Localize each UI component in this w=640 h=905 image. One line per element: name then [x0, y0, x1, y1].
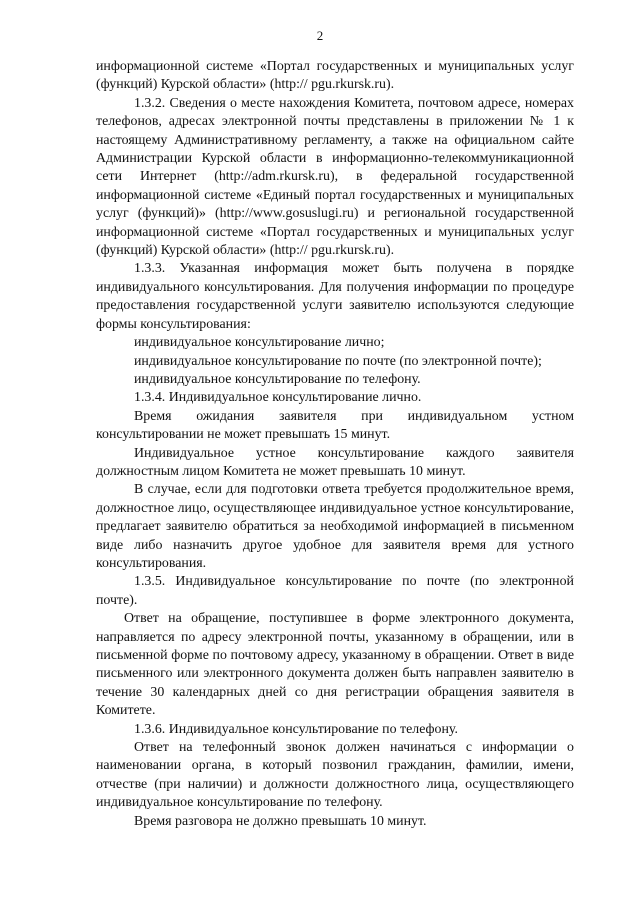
- list-item: индивидуальное консультирование лично;: [134, 335, 385, 351]
- paragraph: Время разговора не должно превышать 10 минут.: [134, 813, 427, 829]
- paragraph: В случае, если для подготовки ответа требуется продолжительное время, должностное лицо, осуществляющее индивидуальное устное консультирование, предлагает заявителю обратиться за необходимой информацией в письменном виде либо назначить другое удобное для заявителя время для устного консультирования.: [96, 482, 574, 571]
- paragraph: Ответ на обращение, поступившее в форме электронного документа, направляется по адресу электронной почты, указанному в обращении, или в письменной форме по почтовому адресу, указанному в обращении. Ответ в виде письменного или электронного документа должен быть направлен заявителю в течение 30 календарных дней со дня регистрации обращения заявителя в Комитете.: [96, 611, 574, 719]
- paragraph: Индивидуальное устное консультирование каждого заявителя должностным лицом Комитета не может превышать 10 минут.: [96, 445, 574, 479]
- list-item: индивидуальное консультирование по телефону.: [134, 371, 421, 387]
- page-number: 2: [316, 28, 324, 43]
- section-heading-1-3-5: 1.3.5. Индивидуальное консультирование по почте (по электронной почте).: [96, 574, 574, 608]
- paragraph: Ответ на телефонный звонок должен начинаться с информации о наименовании органа, в который позвонил гражданин, фамилии, имени, отчестве (при наличии) и должности должностного лица, осуществляющего индивидуальное консультирование по телефону.: [96, 740, 574, 811]
- paragraph-1-3-2: 1.3.2. Сведения о месте нахождения Комитета, почтовом адресе, номерах телефонов, адресах электронной почты представлены в приложении № 1 к настоящему Административному регламенту, а также на официальном сайте Администрации Курской области в информационно-телекоммуникационной сети Интернет (http://adm.rkursk.ru), в федеральной государственной информационной системе «Единый портал государственных и муниципальных услуг (функций)» (http://www.gosuslugi.ru) и региональной государственной информационной системе «Портал государственных и муниципальных услуг (функций) Курской области» (http:// pgu.rkursk.ru).: [96, 95, 574, 259]
- list-item: индивидуальное консультирование по почте (по электронной почте);: [134, 353, 542, 369]
- section-heading-1-3-4: 1.3.4. Индивидуальное консультирование лично.: [134, 390, 422, 406]
- section-heading-1-3-6: 1.3.6. Индивидуальное консультирование по телефону.: [134, 721, 458, 737]
- paragraph: информационной системе «Портал государственных и муниципальных услуг (функций) Курской области» (http:// pgu.rkursk.ru).: [96, 59, 574, 93]
- paragraph-1-3-3: 1.3.3. Указанная информация может быть получена в порядке индивидуального консультирования. Для получения информации по процедуре предоставления государственной услуги заявителю используются следующие формы консультирования:: [96, 261, 574, 332]
- paragraph: Время ожидания заявителя при индивидуальном устном консультировании не может превышать 15 минут.: [96, 408, 574, 443]
- document-body: [96, 58, 574, 831]
